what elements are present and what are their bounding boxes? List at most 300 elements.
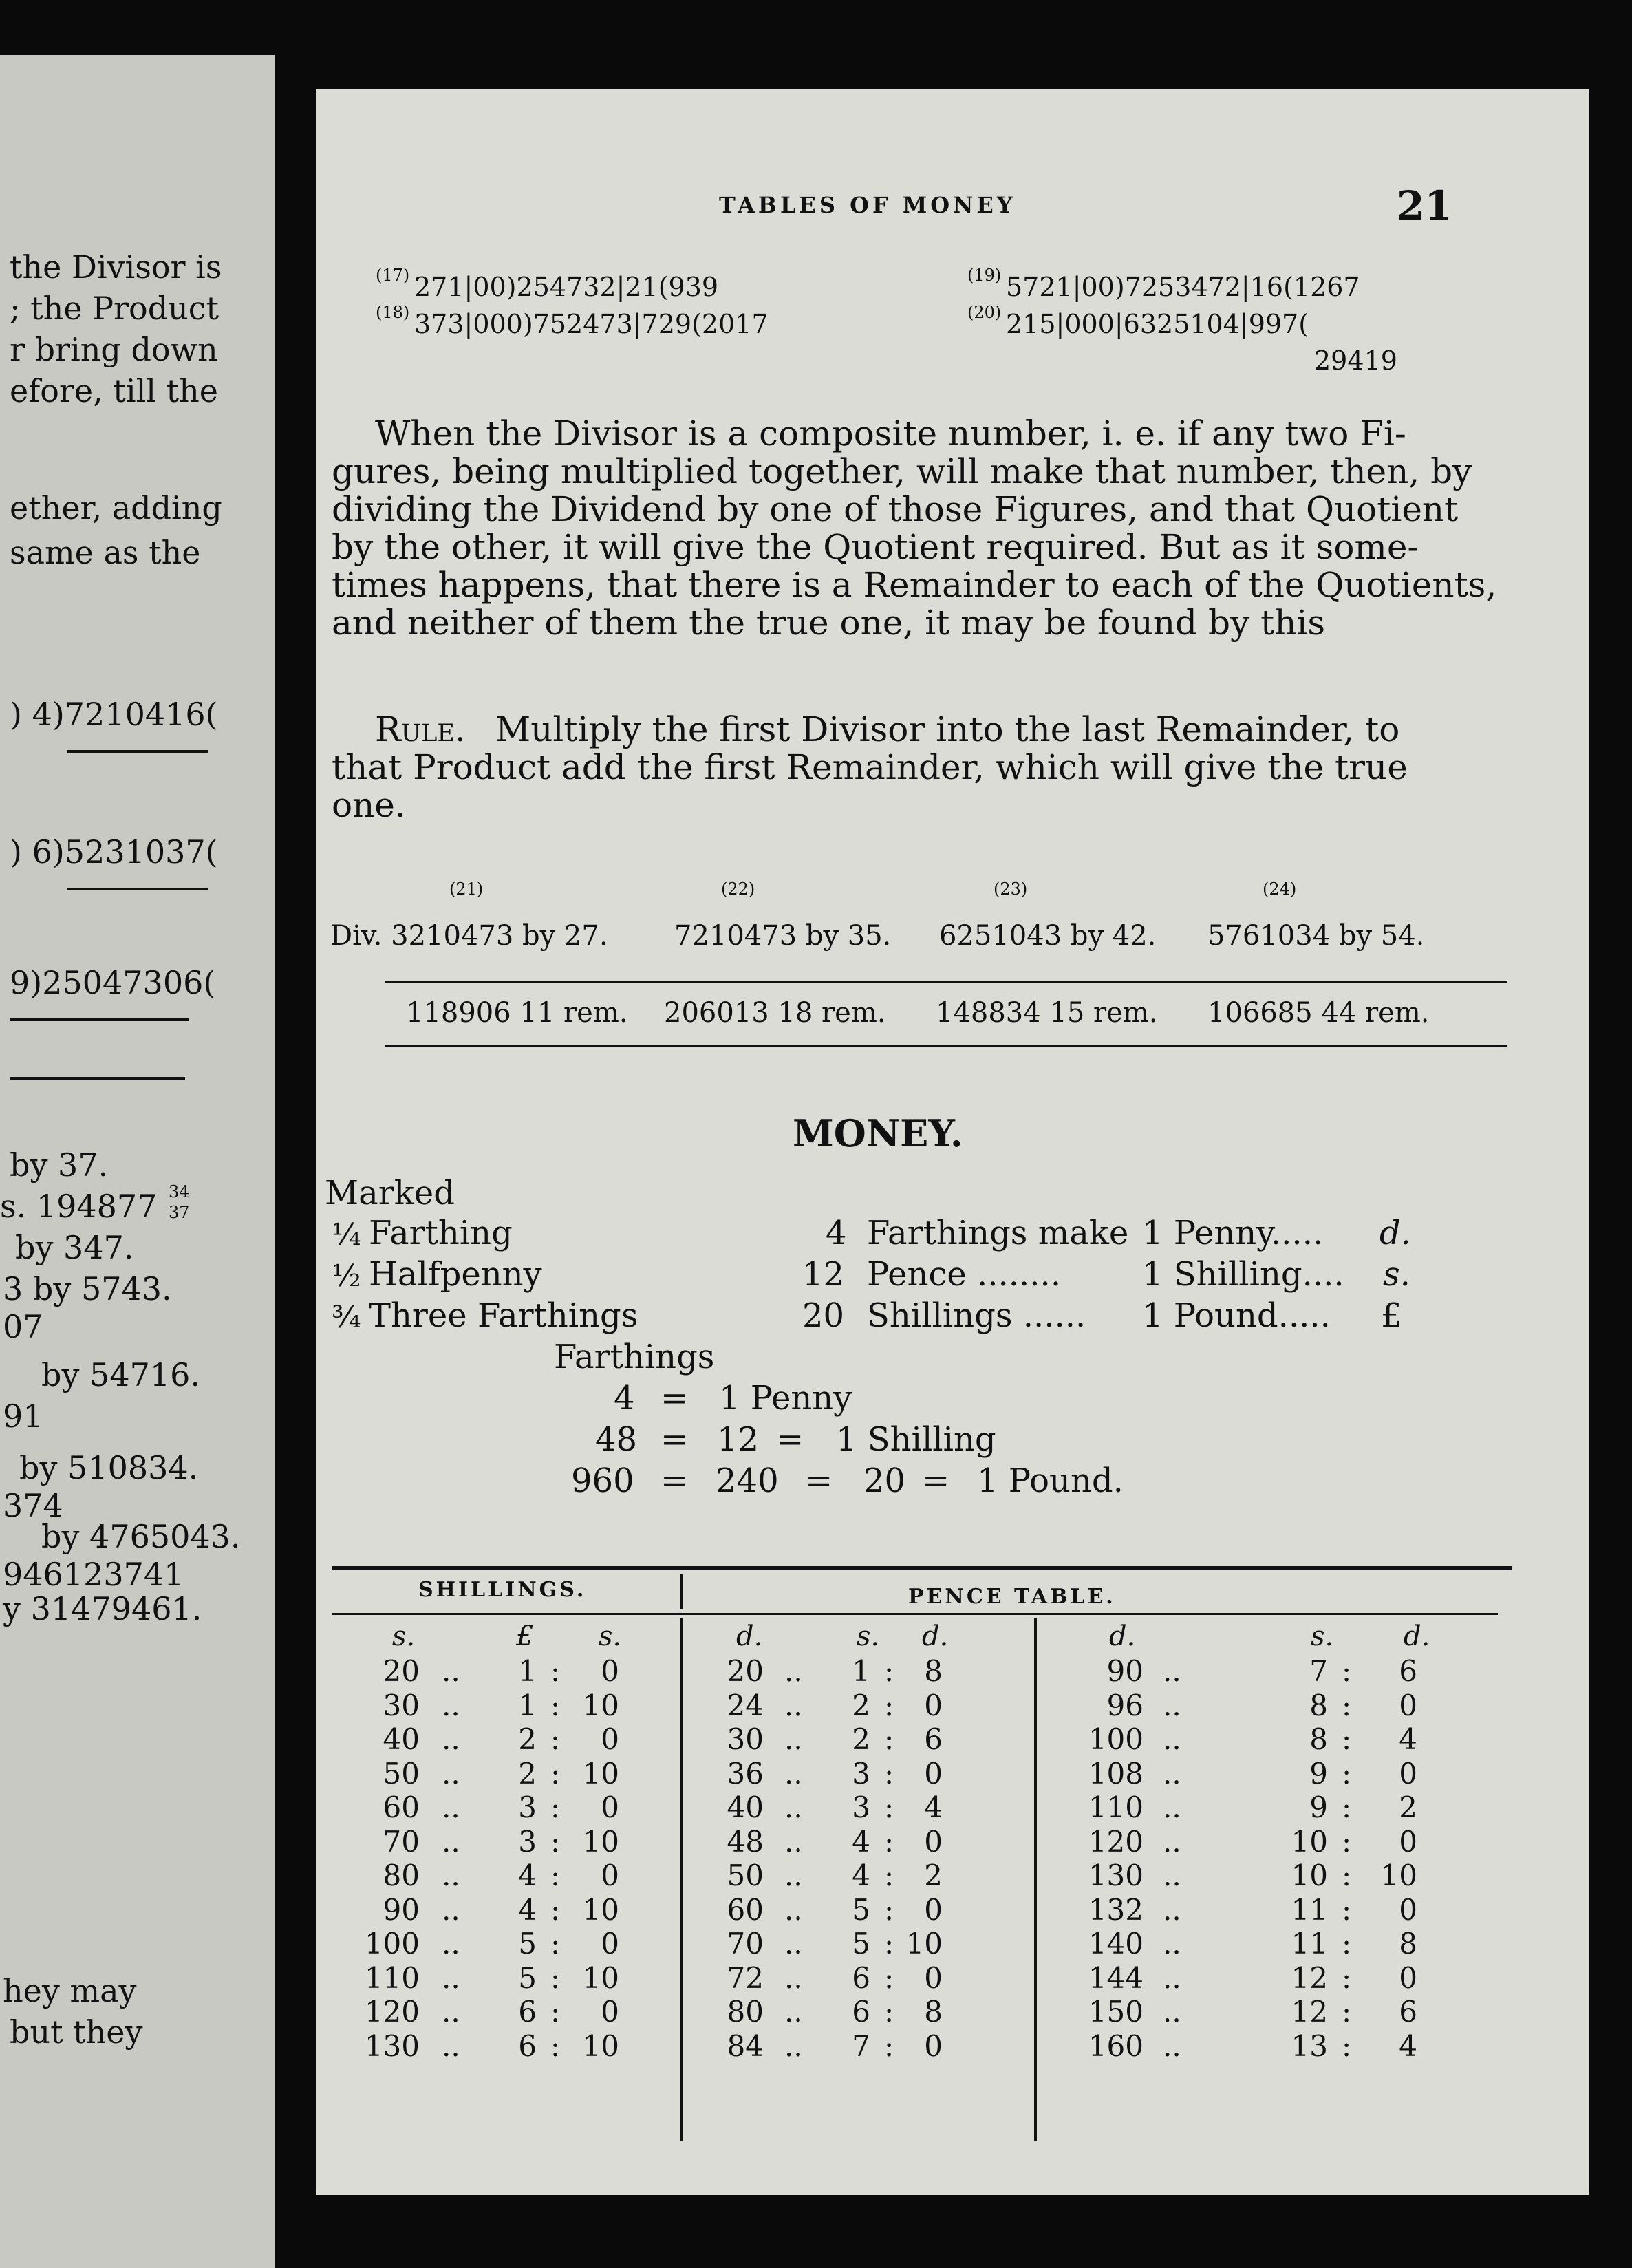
- left-rule: [10, 1077, 185, 1080]
- example-number: (24): [1263, 879, 1297, 899]
- table-dots: ..: [442, 1927, 460, 1960]
- rule-line: that Product add the first Remainder, which will give the true: [332, 747, 1408, 787]
- table-cell: 5: [518, 1927, 537, 1960]
- conversion-unit: Pence ........: [867, 1255, 1062, 1294]
- mark-name: Farthing: [369, 1214, 513, 1252]
- conversion-qty: 4: [826, 1214, 847, 1252]
- table-cell: 12: [1291, 1995, 1328, 2029]
- division-example: 215|000|6325104|997(: [1006, 309, 1309, 339]
- table-dots: ..: [784, 1995, 803, 2029]
- table-cell: 120: [364, 1995, 420, 2029]
- mark-symbol: ¾: [332, 1300, 361, 1335]
- table-colon: :: [550, 1756, 561, 1790]
- table-dots: ..: [1163, 1960, 1181, 1995]
- example-number: (20): [967, 303, 1002, 322]
- equation-term: 1 Shilling: [836, 1420, 996, 1459]
- left-line: 91: [3, 1398, 43, 1435]
- table-cell: 132: [1088, 1892, 1144, 1927]
- table-colon: :: [1342, 2029, 1352, 2063]
- table-cell: 20: [383, 1654, 420, 1688]
- table-cell: 70: [727, 1927, 764, 1960]
- book-page: [316, 89, 1589, 2195]
- table-cell: 30: [727, 1722, 764, 1756]
- composite-rule: [385, 981, 1507, 983]
- table-cell: 0: [601, 1790, 619, 1824]
- table-cell: 5: [518, 1960, 537, 1995]
- table-colon: :: [1342, 1790, 1352, 1824]
- table-cell: 10: [582, 2029, 619, 2063]
- column-header: s.: [599, 1620, 622, 1652]
- table-dots: ..: [1163, 2029, 1181, 2063]
- table-cell: 8: [924, 1654, 943, 1688]
- table-divider: [1034, 1618, 1037, 2141]
- table-colon: :: [884, 1824, 894, 1859]
- table-cell: 3: [852, 1790, 870, 1824]
- left-line: 946123741: [3, 1556, 184, 1593]
- left-line: efore, till the: [10, 372, 218, 409]
- table-cell: 6: [1399, 1995, 1417, 2029]
- table-cell: 11: [1291, 1927, 1328, 1960]
- table-colon: :: [550, 1960, 561, 1995]
- table-cell: 4: [518, 1859, 537, 1892]
- equation-sign: =: [805, 1462, 833, 1500]
- left-line: 3 by 5743.: [3, 1270, 172, 1307]
- table-colon: :: [1342, 1722, 1352, 1756]
- facing-page-fragment: [0, 55, 275, 2268]
- table-cell: 2: [924, 1859, 943, 1892]
- table-cell: 0: [1399, 1960, 1417, 1995]
- column-header: s.: [1311, 1620, 1334, 1652]
- table-cell: 5: [852, 1892, 870, 1927]
- table-colon: :: [884, 1960, 894, 1995]
- table-dots: ..: [784, 1654, 803, 1688]
- table-cell: 6: [852, 1960, 870, 1995]
- table-dots: ..: [784, 1824, 803, 1859]
- table-colon: :: [884, 1859, 894, 1892]
- paragraph-line: and neither of them the true one, it may be found by this: [332, 603, 1326, 643]
- left-line: y 31479461.: [3, 1590, 202, 1627]
- table-cell: 3: [852, 1756, 870, 1790]
- table-cell: 3: [518, 1790, 537, 1824]
- conversion-abbr: s.: [1383, 1255, 1410, 1294]
- equation-sign: =: [661, 1420, 689, 1459]
- table-cell: 12: [1291, 1960, 1328, 1995]
- table-cell: 10: [905, 1927, 943, 1960]
- table-cell: 0: [924, 1756, 943, 1790]
- left-line: by 510834.: [19, 1449, 199, 1486]
- table-dots: ..: [784, 2029, 803, 2063]
- table-cell: 1: [852, 1654, 870, 1688]
- conversion-unit: Shillings ......: [867, 1296, 1086, 1335]
- table-cell: 6: [852, 1995, 870, 2029]
- table-cell: 13: [1291, 2029, 1328, 2063]
- table-dots: ..: [1163, 1824, 1181, 1859]
- equation-term: 4: [614, 1379, 635, 1418]
- table-cell: 4: [852, 1859, 870, 1892]
- table-dots: ..: [784, 1859, 803, 1892]
- table-cell: 10: [1291, 1824, 1328, 1859]
- table-cell: 60: [383, 1790, 420, 1824]
- table-cell: 40: [383, 1722, 420, 1756]
- table-cell: 0: [1399, 1892, 1417, 1927]
- table-cell: 4: [518, 1892, 537, 1927]
- pence-table-part-b: [1046, 1621, 1514, 2158]
- table-colon: :: [884, 1654, 894, 1688]
- composite-problem: Div. 3210473 by 27.: [330, 920, 608, 952]
- table-cell: 80: [727, 1995, 764, 2029]
- table-divider: [680, 1618, 683, 2141]
- table-cell: 2: [1399, 1790, 1417, 1824]
- example-number: (19): [967, 266, 1002, 285]
- table-colon: :: [550, 1654, 561, 1688]
- table-cell: 30: [383, 1688, 420, 1722]
- table-cell: 40: [727, 1790, 764, 1824]
- left-line: ; the Product: [10, 290, 219, 327]
- table-cell: 24: [727, 1688, 764, 1722]
- left-line: same as the: [10, 534, 201, 571]
- table-colon: :: [1342, 1995, 1352, 2029]
- table-cell: 50: [383, 1756, 420, 1790]
- table-dots: ..: [442, 1892, 460, 1927]
- column-header: d.: [1404, 1620, 1430, 1652]
- table-colon: :: [1342, 1892, 1352, 1927]
- rule-line: Multiply the first Divisor into the last Remainder, to: [495, 709, 1400, 749]
- book-gutter: [275, 41, 316, 2268]
- division-example: 5721|00)7253472|16(1267: [1006, 272, 1360, 302]
- left-line: by 4765043.: [41, 1518, 241, 1555]
- table-cell: 0: [601, 1859, 619, 1892]
- equation-term: 12: [717, 1420, 760, 1459]
- table-cell: 140: [1088, 1927, 1144, 1960]
- equation-term: 960: [571, 1462, 634, 1500]
- table-cell: 72: [727, 1960, 764, 1995]
- marked-label: Marked: [325, 1174, 455, 1212]
- table-cell: 96: [1106, 1688, 1144, 1722]
- table-header-divider: [680, 1574, 683, 1609]
- column-header: d.: [736, 1620, 763, 1652]
- table-cell: 2: [518, 1722, 537, 1756]
- table-dots: ..: [442, 1756, 460, 1790]
- table-cell: 8: [1399, 1927, 1417, 1960]
- table-cell: 1: [518, 1654, 537, 1688]
- table-cell: 0: [924, 1892, 943, 1927]
- table-colon: :: [550, 1790, 561, 1824]
- table-cell: 50: [727, 1859, 764, 1892]
- table-dots: ..: [442, 1790, 460, 1824]
- shillings-table: [332, 1621, 676, 2158]
- conversion-abbr: £: [1381, 1296, 1402, 1335]
- table-cell: 8: [924, 1995, 943, 2029]
- table-dots: ..: [784, 1722, 803, 1756]
- table-cell: 80: [383, 1859, 420, 1892]
- left-rule: [67, 750, 208, 753]
- example-number: (17): [376, 266, 410, 285]
- composite-answer: 118906 11 rem.: [406, 997, 628, 1029]
- table-cell: 4: [1399, 1722, 1417, 1756]
- column-header: d.: [1109, 1620, 1136, 1652]
- equation-term: 240: [716, 1462, 779, 1500]
- table-cell: 120: [1088, 1824, 1144, 1859]
- division-result: 29419: [1314, 345, 1397, 376]
- table-dots: ..: [784, 1756, 803, 1790]
- composite-problem: 7210473 by 35.: [674, 920, 892, 952]
- left-line: but they: [10, 2013, 143, 2051]
- example-number: (23): [994, 879, 1028, 899]
- left-line: 9)25047306(: [10, 964, 216, 1001]
- table-cell: 110: [1088, 1790, 1144, 1824]
- table-cell: 2: [852, 1722, 870, 1756]
- table-cell: 90: [383, 1892, 420, 1927]
- table-dots: ..: [1163, 1859, 1181, 1892]
- example-number: (22): [721, 879, 755, 899]
- table-colon: :: [550, 1927, 561, 1960]
- equation-sign: =: [661, 1462, 689, 1500]
- table-cell: 2: [518, 1756, 537, 1790]
- composite-answer: 106685 44 rem.: [1207, 997, 1430, 1029]
- conversion-result: 1 Penny.....: [1142, 1214, 1324, 1252]
- table-colon: :: [884, 2029, 894, 2063]
- section-title: MONEY.: [793, 1111, 963, 1155]
- left-line: ) 4)7210416(: [10, 696, 218, 733]
- table-colon: :: [1342, 1654, 1352, 1688]
- table-colon: :: [550, 2029, 561, 2063]
- table-cell: 3: [518, 1824, 537, 1859]
- table-cell: 130: [1088, 1859, 1144, 1892]
- table-colon: :: [550, 1995, 561, 2029]
- pence-table-title: PENCE TABLE.: [908, 1585, 1116, 1609]
- table-cell: 9: [1309, 1790, 1328, 1824]
- equation-term: 1 Penny: [719, 1379, 852, 1418]
- table-colon: :: [550, 1722, 561, 1756]
- table-cell: 100: [364, 1927, 420, 1960]
- table-cell: 144: [1088, 1960, 1144, 1995]
- table-dots: ..: [784, 1960, 803, 1995]
- table-dots: ..: [442, 1722, 460, 1756]
- table-cell: 10: [582, 1756, 619, 1790]
- left-line: 07: [3, 1308, 43, 1345]
- table-dots: ..: [1163, 1722, 1181, 1756]
- table-cell: 20: [727, 1654, 764, 1688]
- composite-problem: 6251043 by 42.: [939, 920, 1157, 952]
- table-dots: ..: [784, 1688, 803, 1722]
- equation-term: 1 Pound.: [977, 1462, 1124, 1500]
- table-colon: :: [550, 1688, 561, 1722]
- table-colon: :: [884, 1892, 894, 1927]
- table-colon: :: [884, 1927, 894, 1960]
- table-cell: 10: [582, 1892, 619, 1927]
- table-cell: 0: [601, 1995, 619, 2029]
- table-cell: 0: [1399, 1756, 1417, 1790]
- table-cell: 0: [601, 1927, 619, 1960]
- table-cell: 1: [518, 1688, 537, 1722]
- table-cell: 6: [518, 2029, 537, 2063]
- table-colon: :: [1342, 1859, 1352, 1892]
- division-example: 271|00)254732|21(939: [414, 272, 719, 302]
- table-colon: :: [1342, 1960, 1352, 1995]
- table-dots: ..: [1163, 1688, 1181, 1722]
- rule-label: Rule.: [375, 709, 466, 749]
- column-header: s.: [392, 1620, 416, 1652]
- table-cell: 11: [1291, 1892, 1328, 1927]
- table-colon: :: [550, 1859, 561, 1892]
- table-dots: ..: [1163, 1927, 1181, 1960]
- paragraph-line: When the Divisor is a composite number, i. e. if any two Fi-: [375, 414, 1406, 453]
- rule-line: one.: [332, 785, 406, 825]
- mark-symbol: ¼: [332, 1217, 361, 1252]
- table-cell: 0: [1399, 1824, 1417, 1859]
- table-cell: 6: [1399, 1654, 1417, 1688]
- left-fraction-den: 37: [169, 1203, 190, 1222]
- table-cell: 4: [852, 1824, 870, 1859]
- mark-name: Halfpenny: [369, 1255, 542, 1294]
- conversion-result: 1 Shilling....: [1142, 1255, 1344, 1294]
- left-line: 374: [3, 1487, 63, 1524]
- left-rule: [10, 1018, 189, 1021]
- table-colon: :: [884, 1995, 894, 2029]
- example-number: (21): [449, 879, 484, 899]
- table-cell: 7: [852, 2029, 870, 2063]
- column-header: £: [516, 1620, 534, 1652]
- table-dots: ..: [1163, 1892, 1181, 1927]
- table-cell: 4: [1399, 2029, 1417, 2063]
- table-dots: ..: [784, 1927, 803, 1960]
- table-top-rule: [332, 1566, 1512, 1570]
- table-colon: :: [884, 1790, 894, 1824]
- mark-symbol: ½: [332, 1259, 361, 1294]
- column-header: s.: [857, 1620, 880, 1652]
- table-dots: ..: [1163, 1654, 1181, 1688]
- table-cell: 8: [1309, 1722, 1328, 1756]
- table-cell: 6: [924, 1722, 943, 1756]
- table-cell: 10: [582, 1688, 619, 1722]
- conversion-abbr: d.: [1379, 1214, 1411, 1252]
- equation-sign: =: [661, 1379, 689, 1418]
- table-cell: 110: [364, 1960, 420, 1995]
- table-dots: ..: [442, 1824, 460, 1859]
- table-cell: 36: [727, 1756, 764, 1790]
- left-line: s. 194877: [0, 1188, 158, 1225]
- table-colon: :: [884, 1756, 894, 1790]
- column-header: d.: [922, 1620, 949, 1652]
- table-colon: :: [884, 1688, 894, 1722]
- table-cell: 0: [1399, 1688, 1417, 1722]
- table-dots: ..: [442, 1859, 460, 1892]
- division-example: 373|000)752473|729(2017: [414, 309, 769, 339]
- equation-sign: =: [776, 1420, 804, 1459]
- composite-answer: 148834 15 rem.: [936, 997, 1158, 1029]
- table-colon: :: [550, 1824, 561, 1859]
- table-colon: :: [884, 1722, 894, 1756]
- paragraph-line: dividing the Dividend by one of those Figures, and that Quotient: [332, 489, 1459, 529]
- left-line: ) 6)5231037(: [10, 833, 218, 870]
- equation-term: 48: [595, 1420, 638, 1459]
- table-dots: ..: [442, 1995, 460, 2029]
- table-cell: 10: [1380, 1859, 1417, 1892]
- equation-sign: =: [922, 1462, 950, 1500]
- table-cell: 0: [601, 1654, 619, 1688]
- table-dots: ..: [1163, 1790, 1181, 1824]
- page-number: 21: [1397, 182, 1452, 229]
- table-cell: 60: [727, 1892, 764, 1927]
- left-fraction-num: 34: [169, 1182, 190, 1201]
- left-line: the Divisor is: [10, 248, 222, 286]
- conversion-result: 1 Pound.....: [1142, 1296, 1331, 1335]
- table-dots: ..: [784, 1892, 803, 1927]
- paragraph-line: by the other, it will give the Quotient required. But as it some-: [332, 527, 1419, 567]
- table-dots: ..: [784, 1790, 803, 1824]
- table-colon: :: [1342, 1824, 1352, 1859]
- table-cell: 84: [727, 2029, 764, 2063]
- table-cell: 160: [1088, 2029, 1144, 2063]
- table-cell: 0: [924, 1688, 943, 1722]
- equation-term: 20: [863, 1462, 906, 1500]
- running-header: TABLES OF MONEY: [719, 192, 1016, 218]
- table-cell: 4: [924, 1790, 943, 1824]
- table-cell: 0: [924, 1960, 943, 1995]
- table-dots: ..: [442, 1654, 460, 1688]
- composite-rule: [385, 1045, 1507, 1047]
- table-cell: 10: [582, 1824, 619, 1859]
- table-cell: 8: [1309, 1688, 1328, 1722]
- table-colon: :: [1342, 1756, 1352, 1790]
- table-cell: 130: [364, 2029, 420, 2063]
- conversion-qty: 20: [802, 1296, 845, 1335]
- table-cell: 100: [1088, 1722, 1144, 1756]
- conversion-unit: Farthings make: [867, 1214, 1129, 1252]
- left-line: by 347.: [15, 1229, 134, 1266]
- farthings-label: Farthings: [554, 1338, 715, 1376]
- example-number: (18): [376, 303, 410, 322]
- table-cell: 10: [1291, 1859, 1328, 1892]
- conversion-qty: 12: [802, 1255, 845, 1294]
- pence-table-part-a: [688, 1621, 1005, 2158]
- table-colon: :: [1342, 1688, 1352, 1722]
- table-cell: 5: [852, 1927, 870, 1960]
- table-cell: 0: [924, 2029, 943, 2063]
- table-dots: ..: [1163, 1995, 1181, 2029]
- table-cell: 2: [852, 1688, 870, 1722]
- table-colon: :: [1342, 1927, 1352, 1960]
- table-header-rule: [332, 1613, 1498, 1615]
- composite-problem: 5761034 by 54.: [1207, 920, 1425, 952]
- left-line: r bring down: [10, 331, 218, 368]
- left-line: by 37.: [10, 1146, 109, 1184]
- table-cell: 150: [1088, 1995, 1144, 2029]
- table-colon: :: [550, 1892, 561, 1927]
- table-cell: 7: [1309, 1654, 1328, 1688]
- mark-name: Three Farthings: [369, 1296, 638, 1335]
- table-cell: 6: [518, 1995, 537, 2029]
- table-dots: ..: [442, 1688, 460, 1722]
- table-dots: ..: [442, 1960, 460, 1995]
- left-rule: [67, 888, 208, 890]
- table-cell: 0: [924, 1824, 943, 1859]
- table-cell: 108: [1088, 1756, 1144, 1790]
- shillings-table-title: SHILLINGS.: [418, 1578, 587, 1602]
- table-cell: 70: [383, 1824, 420, 1859]
- table-cell: 90: [1106, 1654, 1144, 1688]
- paragraph-line: times happens, that there is a Remainder to each of the Quotients,: [332, 565, 1497, 605]
- table-dots: ..: [442, 2029, 460, 2063]
- table-dots: ..: [1163, 1756, 1181, 1790]
- left-line: ether, adding: [10, 489, 222, 526]
- paragraph-line: gures, being multiplied together, will make that number, then, by: [332, 451, 1472, 491]
- left-line: by 54716.: [41, 1356, 201, 1393]
- composite-answer: 206013 18 rem.: [664, 997, 886, 1029]
- table-cell: 48: [727, 1824, 764, 1859]
- left-line: hey may: [3, 1972, 137, 2009]
- table-cell: 9: [1309, 1756, 1328, 1790]
